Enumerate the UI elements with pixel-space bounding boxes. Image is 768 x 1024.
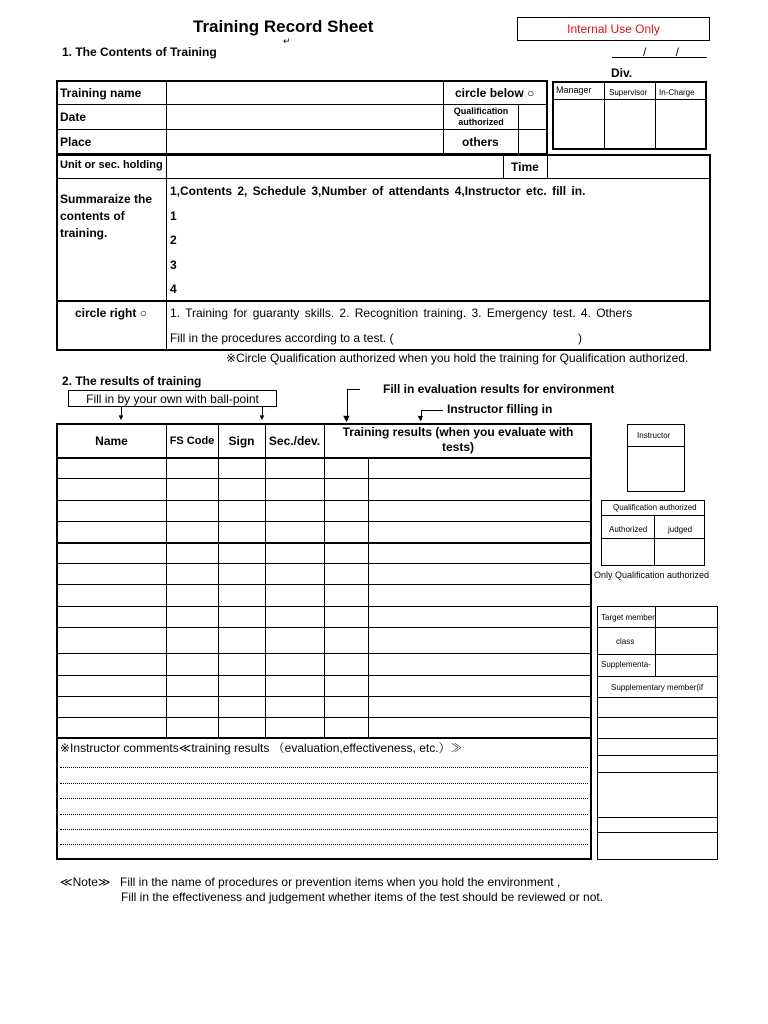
training-types-options[interactable]: 1. Training for guaranty skills. 2. Recognition training. 3. Emergency test. 4. Others	[170, 306, 633, 320]
qualification-authorized-checkbox[interactable]	[520, 106, 546, 127]
arrow-down-icon: ▼	[258, 413, 266, 422]
class-field[interactable]	[657, 629, 717, 653]
authorized-label: Authorized	[609, 525, 648, 534]
procedures-close: )	[578, 331, 582, 345]
section1-heading: 1. The Contents of Training	[62, 45, 217, 59]
col-sec-header: Sec./dev.	[268, 433, 321, 448]
others-checkbox[interactable]	[520, 131, 546, 153]
supervisor-label: Supervisor	[609, 88, 648, 97]
arrow-down-icon: ▼	[416, 413, 425, 423]
div-label: Div.	[611, 66, 633, 80]
judged-label: judged	[668, 525, 693, 534]
note-line-2: Fill in the effectiveness and judgement whether items of the test should be reviewed or not.	[121, 890, 604, 904]
supplementary-member-label: Supplementary member(if	[611, 683, 704, 692]
ballpoint-note: Fill in by your own with ball-point	[68, 390, 277, 407]
others-label: others	[462, 135, 499, 149]
in-charge-label: In-Charge	[659, 88, 695, 97]
summary-field[interactable]	[182, 205, 707, 298]
time-label: Time	[511, 160, 539, 174]
supervisor-stamp-field[interactable]	[606, 101, 654, 148]
arrow-down-icon: ▼	[341, 413, 352, 425]
col-fs-code-header: FS Code	[169, 434, 215, 447]
only-qualification-note: Only Qualification authorized	[594, 570, 710, 580]
instructor-label: Instructor	[637, 431, 671, 440]
summary-line-number: 3	[170, 258, 177, 272]
training-name-label: Training name	[60, 86, 142, 100]
instructor-comments-label: ※Instructor comments≪training results （evaluation,effectiveness, etc.）≫	[60, 741, 463, 755]
supplementary-field[interactable]	[657, 656, 717, 675]
manager-stamp-field[interactable]	[554, 101, 603, 148]
internal-use-badge: Internal Use Only	[517, 17, 710, 41]
target-member-label: Target member	[601, 613, 655, 622]
judged-stamp-field[interactable]	[655, 540, 704, 565]
return-mark-icon: ↵	[283, 36, 291, 46]
class-label: class	[616, 637, 635, 646]
note-label: ≪Note≫	[60, 875, 111, 889]
col-name-header: Name	[95, 433, 128, 448]
contents-hint: 1,Contents 2, Schedule 3,Number of attendants 4,Instructor etc. fill in.	[170, 184, 586, 198]
summary-line-number: 2	[170, 233, 177, 247]
target-member-field[interactable]	[657, 608, 717, 626]
page-title: Training Record Sheet	[193, 17, 374, 36]
qualification-authorized-label: Qualification authorized	[613, 503, 697, 512]
training-name-field[interactable]	[168, 82, 441, 102]
circle-right-label: circle right ○	[75, 306, 147, 320]
manager-label: Manager	[556, 85, 592, 95]
place-label: Place	[60, 135, 92, 149]
environment-note: Fill in evaluation results for environment	[383, 382, 615, 396]
supplementary-short-label: Supplementa-	[601, 660, 651, 669]
place-field[interactable]	[168, 131, 441, 153]
col-training-results-header: Training results (when you evaluate with tests)	[342, 425, 574, 454]
qualification-note: ※Circle Qualification authorized when you hold the training for Qualification authorized.	[226, 351, 689, 365]
circle-below-label: circle below ○	[455, 86, 535, 100]
in-charge-stamp-field[interactable]	[657, 101, 705, 148]
authorized-stamp-field[interactable]	[602, 540, 653, 565]
instructor-filling-note: Instructor filling in	[447, 402, 553, 416]
date-field[interactable]	[168, 106, 441, 127]
summary-line-number: 4	[170, 282, 177, 296]
col-sign-header: Sign	[228, 433, 255, 448]
section2-heading: 2. The results of training	[62, 374, 202, 388]
time-field[interactable]	[549, 156, 709, 176]
summarize-label: Summaraize the contents of training.	[60, 192, 153, 240]
procedures-field[interactable]	[410, 328, 575, 346]
procedures-label: Fill in the procedures according to a test. (	[170, 331, 394, 345]
summary-line-number: 1	[170, 209, 177, 223]
date-label: Date	[60, 110, 87, 124]
date-slashes: / /	[643, 45, 680, 59]
note-line-1: Fill in the name of procedures or prevention items when you hold the environment ,	[120, 875, 561, 889]
qualification-authorized-label: Qualification authorized	[453, 106, 509, 127]
arrow-down-icon: ▼	[117, 413, 125, 422]
unit-holding-label: Unit or sec. holding	[60, 159, 163, 171]
unit-holding-field[interactable]	[168, 156, 501, 176]
